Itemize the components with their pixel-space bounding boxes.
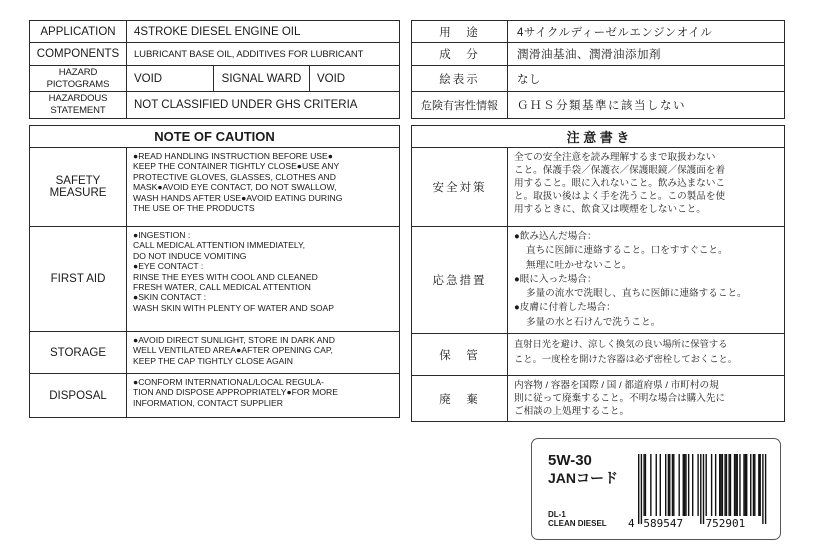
- barcode-digit-group: 589547: [643, 517, 684, 530]
- english-label-table: [29, 20, 400, 418]
- jp-application-value: 4サイクルディーゼルエンジンオイル: [508, 21, 785, 43]
- barcode-bar: [660, 454, 661, 516]
- barcode-bar: [692, 454, 693, 516]
- barcode-bar: [753, 454, 754, 516]
- disposal-label: DISPOSAL: [30, 374, 127, 418]
- barcode-bar: [719, 454, 720, 516]
- hazard-pictogram-cell-1: VOID: [127, 66, 214, 92]
- jp-application-label: 用 途: [412, 21, 508, 43]
- jp-pictogram-label: 絵表示: [412, 66, 508, 92]
- barcode-bar: [765, 454, 766, 524]
- barcode-bar: [684, 454, 685, 516]
- jp-caution-title: 注 意 書 き: [412, 126, 785, 148]
- barcode-bar: [703, 454, 704, 524]
- storage-label: STORAGE: [30, 332, 127, 374]
- barcode-bar: [673, 454, 674, 516]
- barcode-bar: [715, 454, 716, 516]
- barcode-bar: [730, 454, 731, 516]
- table-gap: [30, 119, 400, 126]
- safety-measure-text: ●READ HANDLING INSTRUCTION BEFORE USE● KEEP THE CONTAINER TIGHTLY CLOSE●USE ANY PROTECTIVE GLOVES, GLASSES, CLOTHES AND MASK●AVOID EYE CONTACT, DO NOT SWALLOW, WASH HANDS AFTER USE●AVOID EATING DURING THE USE OF THE PRODUCTS: [127, 148, 400, 227]
- caution-title: NOTE OF CAUTION: [30, 126, 400, 148]
- barcode-bar: [665, 454, 666, 516]
- barcode-digit-group: 4: [628, 517, 635, 530]
- jp-safety-label: 安全対策: [412, 148, 508, 227]
- hazard-pictogram-cell-3: VOID: [310, 66, 400, 92]
- viscosity-grade: 5W-30: [548, 452, 592, 469]
- application-label: APPLICATION: [30, 21, 127, 43]
- barcode-bar: [645, 454, 646, 516]
- barcode-bar: [683, 454, 684, 516]
- barcode-bar: [754, 454, 755, 516]
- barcode-bar: [688, 454, 689, 516]
- barcode-bar: [643, 454, 644, 516]
- jp-storage-text: 直射日光を避け、涼しく換気の良い場所に保管する こと。一度栓を開けた容器は必ず密栓しておくこと。: [508, 334, 785, 376]
- barcode-bar: [745, 454, 746, 516]
- barcode-bar: [750, 454, 751, 516]
- barcode-bar: [668, 454, 669, 516]
- jan-barcode: [628, 454, 768, 530]
- barcode-bar: [706, 454, 707, 516]
- barcode-bar: [641, 454, 642, 524]
- barcode-bar: [734, 454, 735, 516]
- hazardous-statement-label: HAZARDOUS STATEMENT: [30, 92, 127, 119]
- barcode-bars: [638, 454, 766, 524]
- barcode-bar: [758, 454, 759, 516]
- first-aid-label: FIRST AID: [30, 227, 127, 332]
- barcode-bar: [697, 454, 698, 516]
- first-aid-text: ●INGESTION : CALL MEDICAL ATTENTION IMMEDIATELY, DO NOT INDUCE VOMITING ●EYE CONTACT : RINSE THE EYES WITH COOL AND CLEANED FRESH WATER, CALL MEDICAL ATTENTION ●SKIN CONTACT : WASH SKIN WITH PLENTY OF WATER AND SOAP: [127, 227, 400, 332]
- jp-components-value: 潤滑油基油、潤滑油添加剤: [508, 43, 785, 66]
- barcode-bar: [760, 454, 761, 516]
- barcode-bar: [743, 454, 744, 516]
- jp-pictogram-value: なし: [508, 66, 785, 92]
- barcode-bar: [739, 454, 740, 516]
- barcode-digit-group: 752901: [705, 517, 746, 530]
- components-value: LUBRICANT BASE OIL, ADDITIVES FOR LUBRICANT: [127, 43, 400, 66]
- barcode-bar: [656, 454, 657, 516]
- application-value: 4STROKE DIESEL ENGINE OIL: [127, 21, 400, 43]
- barcode-bar: [762, 454, 763, 524]
- product-code: DL-1: [548, 510, 566, 519]
- jp-safety-text: 全ての安全注意を読み理解するまで取扱わない こと。保護手袋／保護衣／保護眼鏡／保護面を着 用すること。眼に入れないこと。飲み込まないこ と。取扱い後はよく手を洗うこと。この製品を使 用するときに、飲食又は喫煙をしないこと。: [508, 148, 785, 227]
- jp-disposal-label: 廃 棄: [412, 376, 508, 422]
- barcode-bar: [650, 454, 651, 516]
- barcode-bar: [711, 454, 712, 516]
- table-gap: [412, 119, 785, 126]
- barcode-bar: [735, 454, 736, 516]
- hazardous-statement-value: NOT CLASSIFIED UNDER GHS CRITERIA: [127, 92, 400, 119]
- barcode-bar: [679, 454, 680, 516]
- jp-storage-label: 保 管: [412, 334, 508, 376]
- barcode-bar: [728, 454, 729, 516]
- barcode-bar: [685, 454, 686, 516]
- barcode-bar: [700, 454, 701, 524]
- jan-code-label: JANコード: [548, 470, 619, 486]
- barcode-bar: [722, 454, 723, 516]
- barcode-bar: [638, 454, 639, 524]
- barcode-bar: [726, 454, 727, 516]
- disposal-text: ●CONFORM INTERNATIONAL/LOCAL REGULA- TION AND DISPOSE APPROPRIATELY●FOR MORE INFORMATION, CONTACT SUPPLIER: [127, 374, 400, 418]
- japanese-label-table: [411, 20, 785, 422]
- barcode-bar: [720, 454, 721, 516]
- barcode-bar: [737, 454, 738, 516]
- storage-text: ●AVOID DIRECT SUNLIGHT, STORE IN DARK AND WELL VENTILATED AREA●AFTER OPENING CAP, KEEP THE CAP TIGHTLY CLOSE AGAIN: [127, 332, 400, 374]
- barcode-bar: [746, 454, 747, 516]
- jp-components-label: 成 分: [412, 43, 508, 66]
- product-barcode-box: [531, 438, 781, 540]
- hazard-pictograms-label: HAZARD PICTOGRAMS: [30, 66, 127, 92]
- signal-word-cell: SIGNAL WARD: [214, 66, 310, 92]
- jp-first-aid-text: ●飲み込んだ場合： 直ちに医師に連絡すること。口をすすぐこと。 無理に吐かせないこと。 ●眼に入った場合： 多量の流水で洗眼し、直ちに医師に連絡すること。 ●皮膚に付着した場合： 多量の水と石けんで洗うこと。: [508, 227, 785, 334]
- safety-measure-label: SAFETY MEASURE: [30, 148, 127, 227]
- barcode-bar: [669, 454, 670, 516]
- jp-first-aid-label: 応急措置: [412, 227, 508, 334]
- jp-hazard-info-value: ＧＨＳ分類基準に該当しない: [508, 92, 785, 119]
- barcode-bar: [672, 454, 673, 516]
- jp-hazard-info-label: 危険有害性情報: [412, 92, 508, 119]
- components-label: COMPONENTS: [30, 43, 127, 66]
- barcode-digits: [628, 517, 745, 530]
- product-type: CLEAN DIESEL: [548, 519, 607, 528]
- barcode-bar: [724, 454, 725, 516]
- jp-disposal-text: 内容物 / 容器を国際 / 国 / 都道府県 / 市町村の規 則に従って廃棄すること。不明な場合は購入先に ご相談の上処理すること。: [508, 376, 785, 422]
